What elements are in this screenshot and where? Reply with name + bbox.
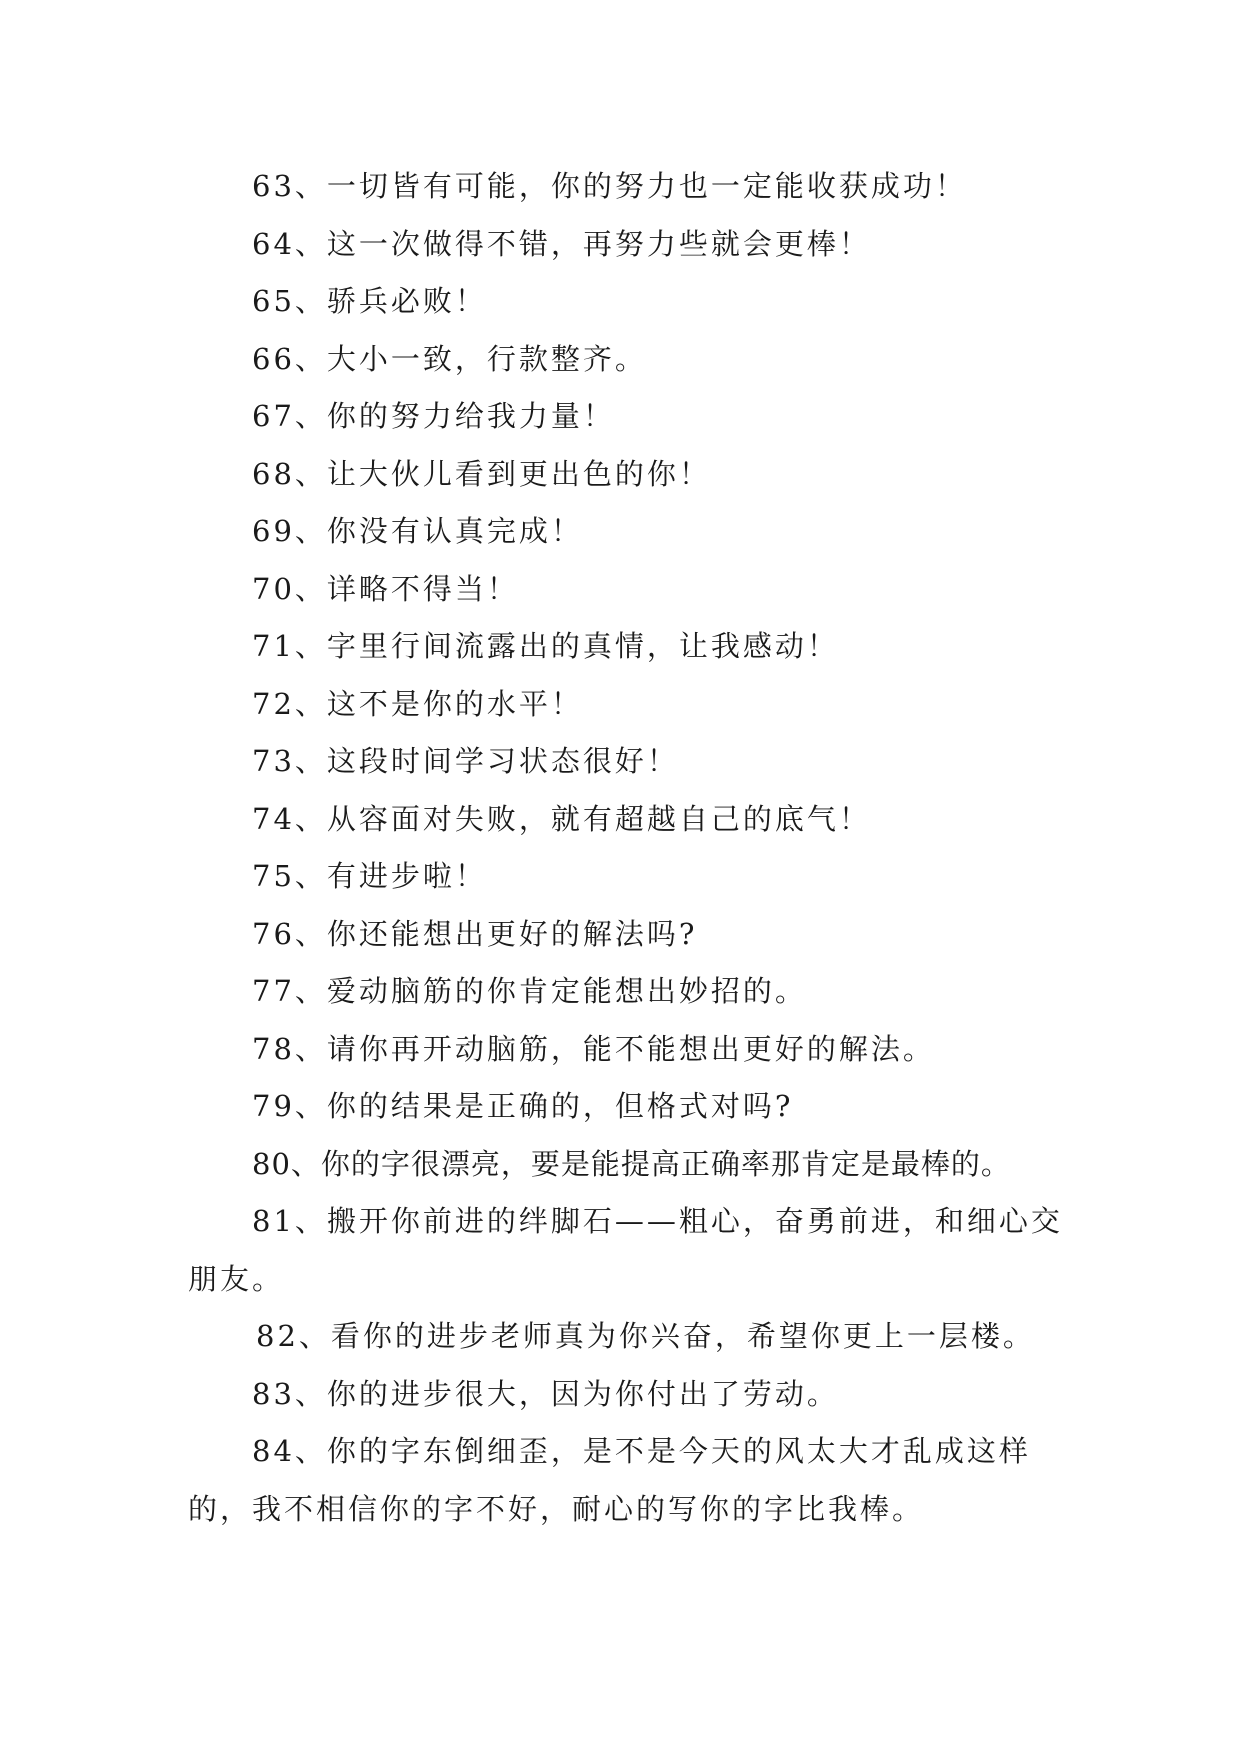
list-item-63: 63、一切皆有可能，你的努力也一定能收获成功！	[252, 169, 967, 203]
list-item-73: 73、这段时间学习状态很好！	[252, 744, 679, 778]
list-item-76: 76、你还能想出更好的解法吗?	[252, 916, 698, 951]
list-item-74: 74、从容面对失败，就有超越自己的底气！	[252, 801, 871, 836]
list-item-75: 75、有进步啦！	[252, 859, 487, 893]
document-body	[188, 158, 1068, 1538]
list-item-72: 72、这不是你的水平！	[252, 686, 583, 721]
list-item-66: 66、大小一致，行款整齐。	[252, 341, 647, 376]
list-item-70: 70、详略不得当！	[252, 571, 519, 606]
list-item-79: 79、你的结果是正确的，但格式对吗?	[252, 1089, 794, 1123]
list-item-65: 65、骄兵必败！	[252, 284, 487, 318]
list-item-67: 67、你的努力给我力量！	[252, 399, 615, 433]
list-item-78: 78、请你再开动脑筋，能不能想出更好的解法。	[252, 1031, 935, 1066]
list-item-71: 71、字里行间流露出的真情，让我感动！	[252, 629, 839, 663]
list-item-83: 83、你的进步很大，因为你付出了劳动。	[252, 1376, 839, 1411]
list-item-81: 81、搬开你前进的绊脚石——粗心，奋勇前进，和细心交朋友。	[188, 1204, 1063, 1296]
list-item-68: 68、让大伙儿看到更出色的你！	[252, 456, 711, 491]
list-item-69: 69、你没有认真完成！	[252, 514, 583, 548]
list-item-80: 80、你的字很漂亮，要是能提高正确率那肯定是最棒的。	[252, 1146, 1011, 1181]
list-item-82: 82、看你的进步老师真为你兴奋，希望你更上一层楼。	[256, 1319, 1035, 1353]
list-item-64: 64、这一次做得不错，再努力些就会更棒！	[252, 226, 871, 261]
list-item-77: 77、爱动脑筋的你肯定能想出妙招的。	[252, 974, 807, 1008]
list-item-84: 84、你的字东倒细歪，是不是今天的风太大才乱成这样的，我不相信你的字不好，耐心的写你的字比我棒。	[188, 1434, 1031, 1526]
